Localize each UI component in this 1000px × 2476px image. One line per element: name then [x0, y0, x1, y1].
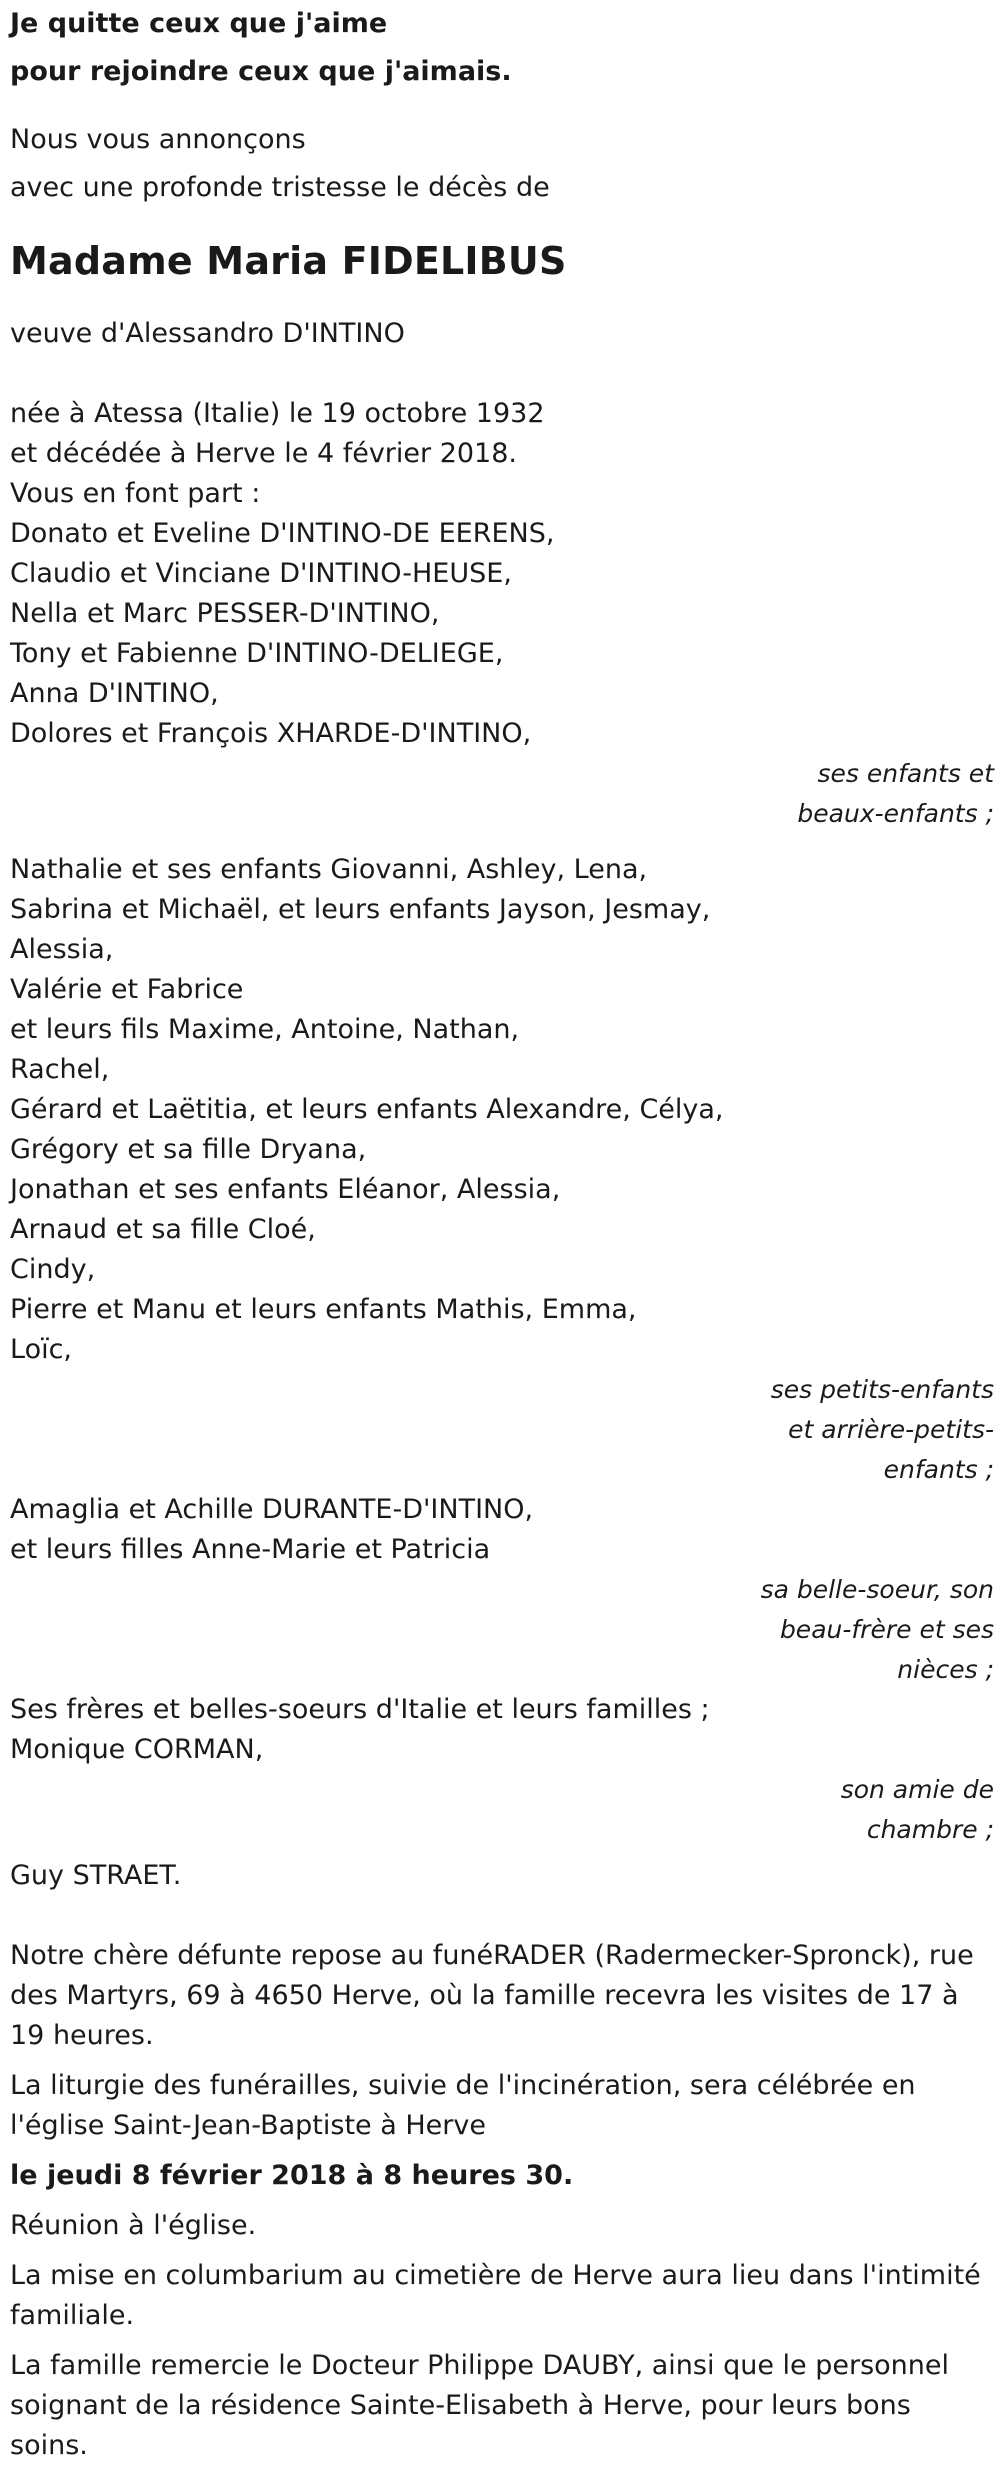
announce-line-2: avec une profonde tristesse le décès de: [10, 172, 550, 203]
list-item: Valérie et Fabrice: [10, 974, 244, 1005]
inlaws-list: [10, 1490, 994, 1570]
list-item: Tony et Fabienne D'INTINO-DELIEGE,: [10, 638, 504, 669]
role-line: beaux-enfants ;: [797, 799, 994, 828]
role-line: beau-frère et ses: [779, 1615, 994, 1644]
list-item: et leurs filles Anne-Marie et Patricia: [10, 1534, 491, 1565]
columbarium-paragraph: La mise en columbarium au cimetière de Herve aura lieu dans l'intimité familiale.: [10, 2260, 981, 2331]
role-line: son amie de: [840, 1775, 994, 1804]
list-item: Rachel,: [10, 1054, 110, 1085]
list-item: Grégory et sa fille Dryana,: [10, 1134, 367, 1165]
list-item: Donato et Eveline D'INTINO-DE EERENS,: [10, 518, 555, 549]
list-item: Dolores et François XHARDE-D'INTINO,: [10, 718, 532, 749]
list-item: Claudio et Vinciane D'INTINO-HEUSE,: [10, 558, 512, 589]
list-item: Nathalie et ses enfants Giovanni, Ashley, Lena,: [10, 854, 648, 885]
list-item: Jonathan et ses enfants Eléanor, Alessia,: [10, 1174, 561, 1205]
epigraph-line-1: Je quitte ceux que j'aime: [10, 8, 388, 39]
list-item: Monique CORMAN,: [10, 1734, 264, 1765]
list-item: Arnaud et sa fille Cloé,: [10, 1214, 316, 1245]
epigraph-line-2: pour rejoindre ceux que j'aimais.: [10, 56, 512, 87]
list-item: Cindy,: [10, 1254, 96, 1285]
meeting-paragraph: Réunion à l'église.: [10, 2210, 257, 2241]
obituary-notice: [10, 4, 994, 2476]
role-line: chambre ;: [866, 1815, 994, 1844]
list-item: Pierre et Manu et leurs enfants Mathis, Emma,: [10, 1294, 637, 1325]
repose-paragraph: Notre chère défunte repose au funéRADER (Radermecker-Spronck), rue des Martyrs, 69 à 4650 Herve, où la famille recevra les visites de 17 à 19 heures.: [10, 1940, 974, 2051]
role-line: enfants ;: [883, 1455, 994, 1484]
children-role: [10, 754, 994, 834]
children-list: [10, 514, 994, 754]
deceased-name: Madame Maria FIDELIBUS: [10, 239, 567, 283]
list-item: Ses frères et belles-soeurs d'Italie et leurs familles ;: [10, 1694, 710, 1725]
birth-info: née à Atessa (Italie) le 19 octobre 1932: [10, 398, 545, 429]
list-item: Gérard et Laëtitia, et leurs enfants Alexandre, Célya,: [10, 1094, 724, 1125]
role-line: ses enfants et: [817, 759, 994, 788]
last-name-line: Guy STRAET.: [10, 1860, 182, 1891]
list-item: et leurs fils Maxime, Antoine, Nathan,: [10, 1014, 520, 1045]
grandchildren-role: [10, 1370, 994, 1490]
widow-of: veuve d'Alessandro D'INTINO: [10, 318, 405, 349]
list-item: Amaglia et Achille DURANTE-D'INTINO,: [10, 1494, 534, 1525]
list-item: Loïc,: [10, 1334, 73, 1365]
announce-line-1: Nous vous annonçons: [10, 124, 306, 155]
grandchildren-list: [10, 850, 994, 1370]
role-line: et arrière-petits-: [788, 1415, 994, 1444]
liturgy-paragraph: La liturgie des funérailles, suivie de l'incinération, sera célébrée en l'église Saint-Jean-Baptiste à Herve: [10, 2070, 916, 2141]
funeral-date: le jeudi 8 février 2018 à 8 heures 30.: [10, 2160, 574, 2191]
inlaws-role: [10, 1570, 994, 1690]
death-info: et décédée à Herve le 4 février 2018.: [10, 438, 517, 469]
notify-label: Vous en font part :: [10, 478, 261, 509]
role-line: ses petits-enfants: [770, 1375, 994, 1404]
others-list: [10, 1690, 994, 1770]
list-item: Nella et Marc PESSER-D'INTINO,: [10, 598, 440, 629]
thanks-paragraph: La famille remercie le Docteur Philippe DAUBY, ainsi que le personnel soignant de la résidence Sainte-Elisabeth à Herve, pour leurs bons soins.: [10, 2350, 949, 2461]
list-item: Sabrina et Michaël, et leurs enfants Jayson, Jesmay,: [10, 894, 711, 925]
role-line: sa belle-soeur, son: [760, 1575, 994, 1604]
list-item: Alessia,: [10, 934, 114, 965]
list-item: Anna D'INTINO,: [10, 678, 219, 709]
role-line: nièces ;: [897, 1655, 994, 1684]
friend-role: [10, 1770, 994, 1850]
